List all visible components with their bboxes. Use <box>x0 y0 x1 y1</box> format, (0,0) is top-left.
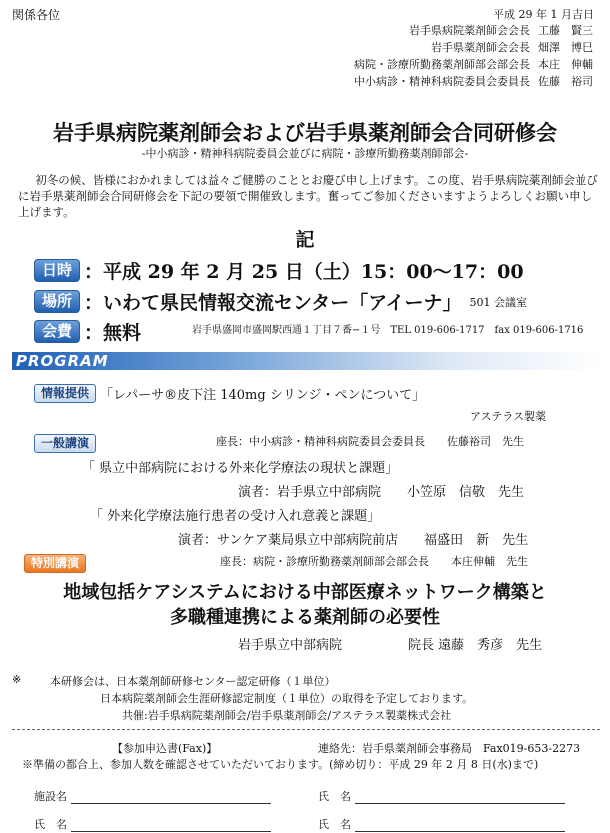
note-line1: 本研修会は、日本薬剤師研修センター認定研修（１単位） <box>50 675 336 688</box>
general-label: 一般講演 <box>34 434 96 453</box>
issue-date: 平成 29 年 1 月吉日 <box>493 8 594 21</box>
signer-name: 本庄 伸輔 <box>538 58 593 71</box>
signer-name: 畑澤 博巳 <box>538 41 593 54</box>
venue-row <box>34 288 527 315</box>
signer-row <box>354 39 594 56</box>
special-chair: 座長：病院・診療所勤務薬剤師部会部会長 本庄伸輔 先生 <box>220 555 528 568</box>
signer-role: 岩手県薬剤師会会長 <box>431 41 530 54</box>
signer-role: 岩手県病院薬剤師会会長 <box>409 24 530 37</box>
special-title-line1: 地域包括ケアシステムにおける中部医療ネットワーク構築と <box>63 582 547 603</box>
name-input-line[interactable] <box>71 818 271 832</box>
general-label-wrap <box>34 432 96 453</box>
signer-name: 佐藤 裕司 <box>538 75 593 88</box>
date-row <box>34 257 524 284</box>
note-mark: ※ <box>12 673 22 686</box>
signer-row <box>354 22 594 39</box>
signer-row <box>354 73 594 90</box>
form-heading: 【参加申込書(Fax)】 <box>112 742 218 755</box>
talk1-title: 「 県立中部病院における外来化学療法の現状と課題」 <box>82 461 399 476</box>
info-company: アステラス製薬 <box>470 410 547 423</box>
name-field-2[interactable] <box>34 816 271 832</box>
special-title-line2: 多職種連携による薬剤師の必要性 <box>170 607 440 628</box>
name-input-line[interactable] <box>355 818 565 832</box>
info-title: 「レパーサ®皮下注 140mg シリンジ・ペンについて」 <box>100 388 426 403</box>
signer-role: 中小病診・精神科病院委員会委員長 <box>354 75 530 88</box>
signer-list <box>354 22 594 90</box>
talk1-speaker: 演者：岩手県立中部病院 小笠原 信敬 先生 <box>238 485 525 500</box>
document-subtitle: -中小病診・精神科病院委員会並びに病院・診療所勤務薬剤師部会- <box>141 147 469 160</box>
general-chair: 座長：中小病診・精神科病院委員会委員長 佐藤裕司 先生 <box>216 435 524 448</box>
talk2-title: 「 外来化学療法施行患者の受け入れ意義と課題」 <box>90 509 381 524</box>
date-value: ：平成 29 年 2 月 25 日（土）15：00～17：00 <box>84 261 524 283</box>
fee-row <box>34 318 141 345</box>
facility-label: 施設名 <box>34 790 67 803</box>
name-field-1[interactable] <box>318 788 565 804</box>
venue-value: ：いわて県民情報交流センター「アイーナ」 <box>84 292 462 314</box>
facility-field[interactable] <box>34 788 271 804</box>
special-label-wrap <box>24 552 86 573</box>
greeting-paragraph: 初冬の候、皆様におかれましては益々ご健勝のこととお慶び申し上げます。この度、岩手県病院薬剤師会並びに岩手県薬剤師会合同研修会を下記の要領で開催致します。奮ってご参加くださいますようよろしくお願い申し上げます。 <box>18 173 598 219</box>
special-label: 特別講演 <box>24 554 86 573</box>
facility-input-line[interactable] <box>71 790 271 804</box>
special-speaker-org: 岩手県立中部病院 <box>238 638 343 653</box>
note-line3: 共催:岩手県病院薬剤師会/岩手県薬剤師会/アステラス製薬株式会社 <box>122 709 452 722</box>
name-field-3[interactable] <box>318 816 565 832</box>
note-line2: 日本病院薬剤師会生涯研修認定制度（１単位）の取得を予定しております。 <box>100 692 474 705</box>
name-label: 氏 名 <box>318 790 351 803</box>
addressee: 関係各位 <box>12 8 61 22</box>
fee-label: 会費 <box>34 320 80 343</box>
special-speaker: 院長 遠藤 秀彦 先生 <box>408 638 543 653</box>
document-title: 岩手県病院薬剤師会および岩手県薬剤師会合同研修会 <box>53 121 557 145</box>
program-heading: PROGRAM <box>16 352 109 370</box>
name-label: 氏 名 <box>318 818 351 831</box>
signer-name: 工藤 賢三 <box>538 24 593 37</box>
talk2-speaker: 演者：サンケア薬局県立中部病院前店 福盛田 新 先生 <box>178 533 529 548</box>
fee-value: ：無料 <box>84 322 142 344</box>
form-contact: 連絡先：岩手県薬剤師会事務局 Fax019-653-2273 <box>318 742 581 755</box>
cut-line <box>12 729 600 730</box>
date-label: 日時 <box>34 259 80 282</box>
name-label: 氏 名 <box>34 818 67 831</box>
venue-room: 501 会議室 <box>469 295 528 309</box>
signer-role: 病院・診療所勤務薬剤師部会部会長 <box>354 58 530 71</box>
info-session <box>34 384 425 403</box>
ki-heading: 記 <box>295 229 315 251</box>
venue-label: 場所 <box>34 290 80 313</box>
signer-row <box>354 56 594 73</box>
form-note: ※準備の都合上、参加人数を確認させていただいております。(締め切り：平成 29 年 2 月 8 日(水)まで) <box>22 758 539 771</box>
info-label: 情報提供 <box>34 384 96 403</box>
name-input-line[interactable] <box>355 790 565 804</box>
venue-address: 岩手県盛岡市盛岡駅西通１丁目７番−１号 TEL 019-606-1717 fax 019-606-1716 <box>192 325 584 336</box>
